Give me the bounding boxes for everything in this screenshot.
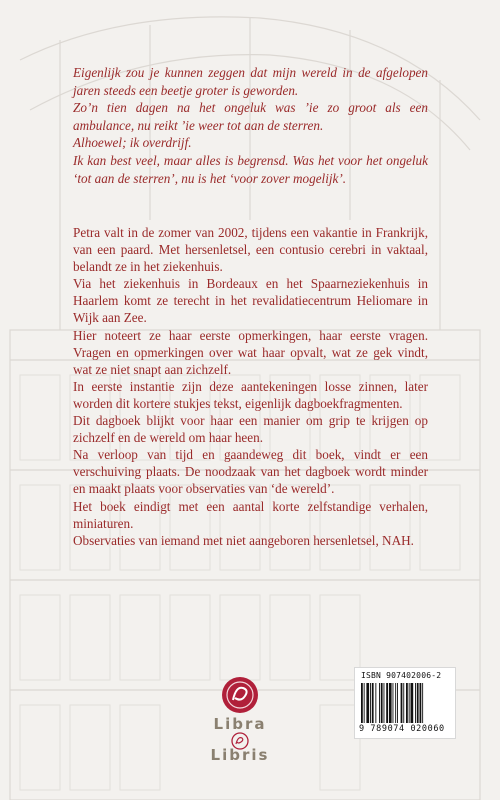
quote-paragraph: Alhoewel; ik overdrijf. (73, 135, 192, 151)
blurb-paragraph: In eerste instantie zijn deze aantekeningen losse zinnen, later worden dit kortere stukjes tekst, eigenlijk dagboekfragmenten. (73, 378, 428, 411)
blurb-paragraph: Dit dagboek blijkt voor haar een manier om grip te krijgen op zichzelf en de wereld om haar heen. (73, 413, 428, 446)
barcode-digits: 9 789074 020060 (359, 724, 445, 734)
blurb-paragraph: Na verloop van tijd en gaandeweg dit boek, vindt er een verschuiving plaats. De noodzaak van het dagboek wordt minder en maakt plaats voor observaties van ‘de wereld’. (73, 447, 428, 497)
publisher-name-line1: Libra (213, 715, 267, 733)
publisher-logo (180, 676, 300, 771)
blurb-paragraph: Via het ziekenhuis in Bordeaux en het Spaarneziekenhuis in Haarlem komt ze terecht in het revalidatiecentrum Heliomare in Wijk aan Zee. (73, 276, 428, 326)
publisher-name-line2: Libris (210, 746, 270, 764)
quote-paragraph: Eigenlijk zou je kunnen zeggen dat mijn wereld in de afgelopen jaren steeds een beetje groter is geworden. (73, 65, 428, 98)
blurb-paragraph: Hier noteert ze haar eerste opmerkingen, haar eerste vragen. Vragen en opmerkingen over wat haar opvalt, wat ze gek vindt, wat ze niet snapt aan zichzelf. (73, 327, 428, 377)
blurb-paragraph: Het boek eindigt met een aantal korte zelfstandige verhalen, miniaturen. (73, 498, 428, 531)
blurb-paragraph: Observaties van iemand met niet aangeboren hersenletsel, NAH. (73, 532, 414, 548)
isbn-label: ISBN 907402006-2 (361, 671, 442, 680)
quote-paragraph: Ik kan best veel, maar alles is begrensd. Was het voor het ongeluk ‘tot aan de sterren’, nu is het ‘voor zover mogelijk’. (73, 152, 428, 186)
publisher-emblem-icon (221, 676, 259, 714)
quote-paragraph: Zo’n tien dagen na het ongeluk was ’ie zo groot als een ambulance, nu reikt ’ie weer tot aan de sterren. (73, 100, 428, 133)
blurb-text (73, 224, 428, 549)
isbn-barcode-box (354, 667, 456, 739)
intro-quote (73, 64, 428, 187)
barcode-icon (360, 683, 452, 723)
blurb-paragraph: Petra valt in de zomer van 2002, tijdens een vakantie in Frankrijk, van een paard. Met hersenletsel, een contusio cerebri in vaktaal, belandt ze in het ziekenhuis. (73, 225, 428, 275)
